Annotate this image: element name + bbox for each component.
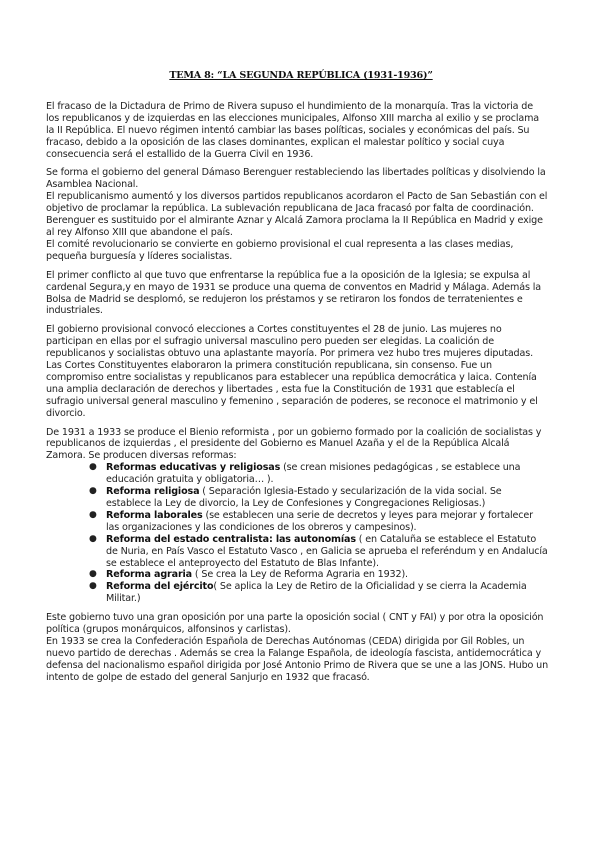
reform-title: Reformas educativas y religiosas: [106, 462, 281, 474]
paragraph-berenguer: Se forma el gobierno del general Dámaso Berenguer restableciendo las libertades políticas y disolviendo la Asamblea Nacional.: [46, 167, 546, 191]
bullet-icon: ●: [89, 581, 97, 592]
reform-title: Reforma del estado centralista: las autonomías: [106, 533, 356, 545]
bullet-icon: ●: [89, 462, 97, 473]
page-title: TEMA 8: “LA SEGUNDA REPÚBLICA (1931-1936)”: [169, 70, 433, 81]
reform-text: ( en Cataluña se establece el Estatuto de Nuria, en País Vasco el Estatuto Vasco , en Galicia se aprueba el referéndum y en Andalucía se establece el anteproyecto del Estatuto de Blas Infante).: [106, 533, 548, 569]
list-item: [89, 462, 548, 486]
paragraph-comite: El comité revolucionario se convierte en gobierno provisional el cual representa a las clases medias, pequeña burguesía y líderes socialistas.: [46, 238, 514, 262]
reform-text: (se crean misiones pedagógicas , se establece una educación gratuita y obligatoria… ).: [106, 462, 521, 486]
reform-text: (se establecen una serie de decretos y leyes para mejorar y fortalecer las organizaciones y las condiciones de los obreros y campesinos).: [106, 509, 533, 533]
paragraph-elecciones: El gobierno provisional convocó elecciones a Cortes constituyentes el 28 de junio. Las mujeres no participan en ellas por el sufragio universal masculino pero pueden ser elegidas. La coalición de republicanos y socialistas obtuvo una aplastante mayoría. Por primera vez hubo tres mujeres diputadas.: [46, 324, 533, 360]
reform-text: ( Se aplica la Ley de Retiro de la Oficialidad y se cierra la Academia Militar.): [106, 581, 527, 605]
paragraph-oposicion: Este gobierno tuvo una gran oposición por una parte la oposición social ( CNT y FAI) y por otra la oposición política (grupos monárquicos, alfonsinos y carlistas).: [46, 612, 544, 636]
list-item: [89, 486, 548, 510]
list-item: [89, 581, 548, 605]
paragraph-iglesia: El primer conflicto al que tuvo que enfrentarse la república fue a la oposición de la Iglesia; se expulsa al cardenal Segura,y en mayo de 1931 se produce una quema de conventos en Madrid y Málaga. Además la Bolsa de Madrid se desplomó, se redujeron los préstamos y se retiraron los fondos de terratenientes e industriales.: [46, 269, 541, 317]
paragraph-pacto-san-sebastian: El republicanismo aumentó y los diversos partidos republicanos acordaron el Pacto de San Sebastián con el objetivo de proclamar la república. La sublevación republicana de Jaca fracasó por falta de coordinación.: [46, 191, 548, 215]
reform-title: Reforma religiosa: [106, 486, 200, 498]
paragraph-ceda-falange: En 1933 se crea la Confederación Española de Derechas Autónomas (CEDA) dirigida por Gil Robles, un nuevo partido de derechas . Además se crea la Falange Española, de ideología fascista, antidemocrática y defensa del nacionalismo español dirigida por José Antonio Primo de Rivera que se une a las JONS. Hubo un intento de golpe de estado del general Sanjurjo en 1932 que fracasó.: [46, 635, 549, 683]
paragraph-aznar: Berenguer es sustituido por el almirante Aznar y Alcalá Zamora proclama la II República en Madrid y exige al rey Alfonso XIII que abandone el país.: [46, 215, 543, 238]
reform-title: Reforma laborales: [106, 509, 203, 521]
reform-text: ( Separación Iglesia-Estado y secularización de la vida social. Se establece la Ley de divorcio, la Ley de Confesiones y Congregaciones Religiosas.): [106, 486, 502, 509]
list-item: [89, 533, 548, 570]
list-item: [89, 509, 548, 534]
bullet-icon: ●: [89, 533, 97, 544]
reforms-list: [46, 462, 548, 605]
paragraph-intro: El fracaso de la Dictadura de Primo de Rivera supuso el hundimiento de la monarquía. Tras la victoria de los republicanos y de izquierdas en las elecciones municipales, Alfonso XIII marcha al exilio y se proclama la II República. El nuevo régimen intentó cambiar las bases políticas, sociales y económicas del país. Su fracaso, debido a la oposición de las clases dominantes, explican el malestar político y social cuya consecuencia será el estallido de la Guerra Civil en 1936.: [46, 100, 540, 160]
reform-title: Reforma agraria: [106, 569, 192, 581]
reform-text: ( Se crea la Ley de Reforma Agraria en 1932).: [192, 569, 408, 581]
paragraph-bienio-reformista: De 1931 a 1933 se produce el Bienio reformista , por un gobierno formado por la coalición de socialistas y republicanos de izquierdas , el presidente del Gobierno es Manuel Azaña y el de la República Alcalá Zamora. Se producen diversas reformas:: [46, 426, 542, 462]
paragraph-constitucion: Las Cortes Constituyentes elaboraron la primera constitución republicana, sin consenso. Fue un compromiso entre socialistas y republicanos para establecer una república democrática y laica. Contenía una amplia declaración de derechos y libertades , esta fue la Constitución de 1931 que establecía el sufragio universal general masculino y femenino , separación de poderes, se reconoce el matrimonio y el divorcio.: [46, 360, 538, 419]
list-item: [89, 569, 548, 581]
bullet-icon: ●: [89, 569, 97, 580]
reform-title: Reforma del ejército: [106, 581, 214, 593]
bullet-icon: ●: [89, 509, 97, 520]
bullet-icon: ●: [89, 486, 97, 497]
